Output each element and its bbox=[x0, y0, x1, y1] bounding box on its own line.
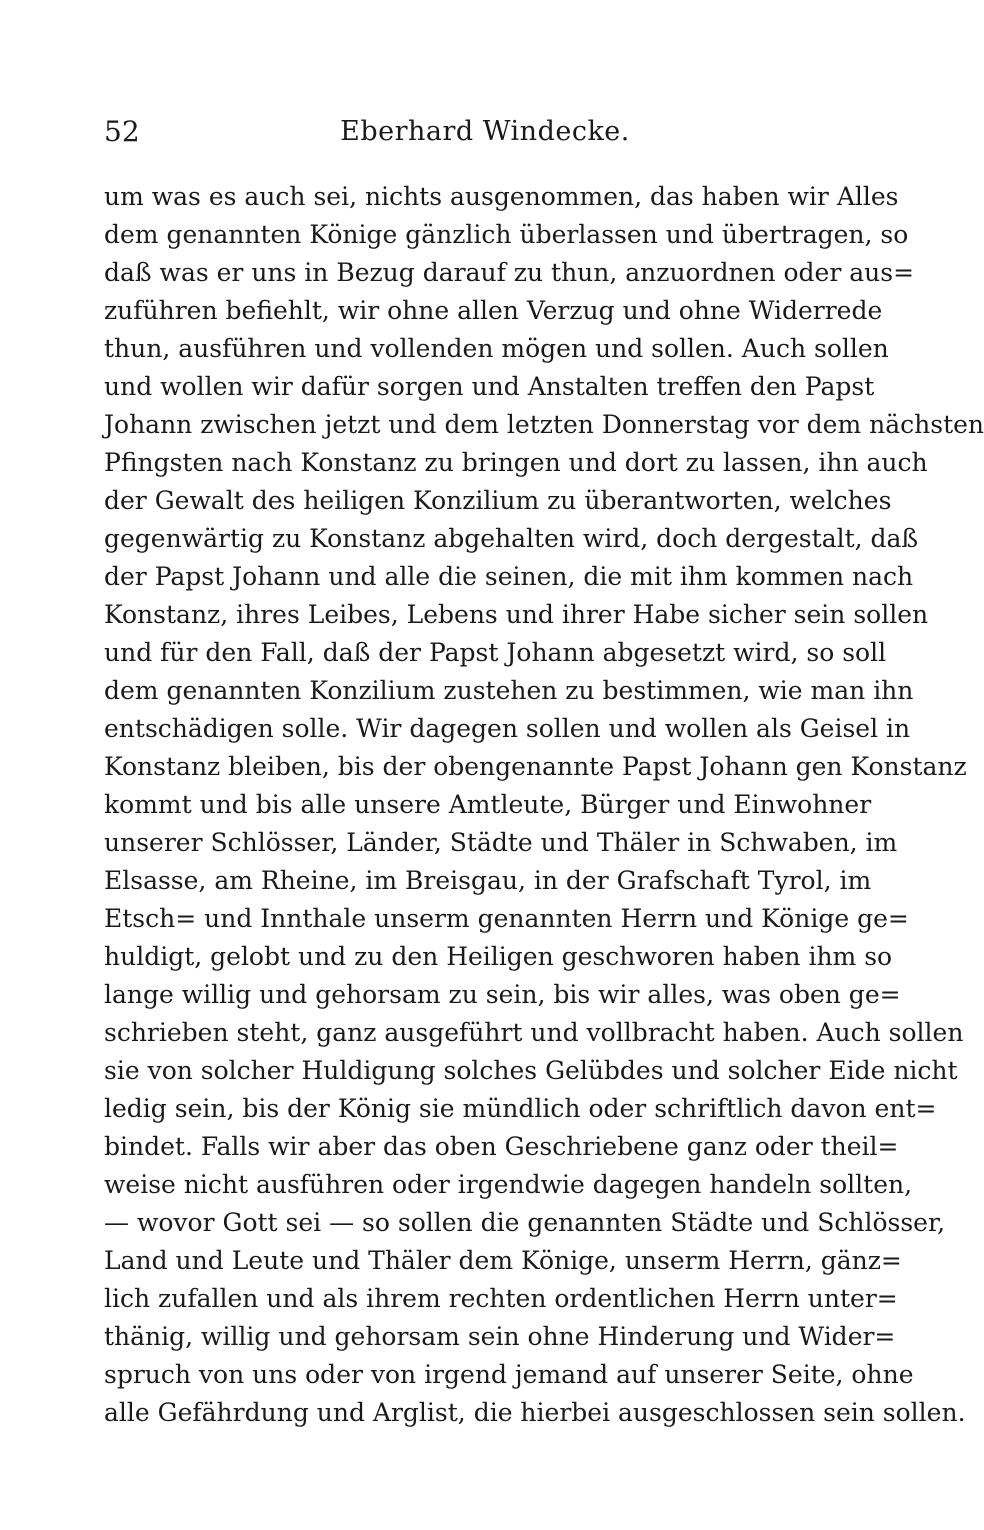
text-line: daß was er uns in Bezug darauf zu thun, anzuordnen oder aus= bbox=[104, 258, 915, 287]
text-line: entschädigen solle. Wir dagegen sollen und wollen als Geisel in bbox=[104, 714, 911, 743]
body-text bbox=[104, 178, 984, 1432]
text-line: huldigt, gelobt und zu den Heiligen geschworen haben ihm so bbox=[104, 942, 893, 971]
text-line: Konstanz bleiben, bis der obengenannte Papst Johann gen Konstanz bbox=[104, 752, 967, 781]
text-line: Etsch= und Innthale unserm genannten Herrn und Könige ge= bbox=[104, 904, 909, 933]
text-line: unserer Schlösser, Länder, Städte und Thäler in Schwaben, im bbox=[104, 828, 898, 857]
text-line: der Gewalt des heiligen Konzilium zu überantworten, welches bbox=[104, 486, 892, 515]
text-line: der Papst Johann und alle die seinen, die mit ihm kommen nach bbox=[104, 562, 914, 591]
text-line: Elsasse, am Rheine, im Breisgau, in der Grafschaft Tyrol, im bbox=[104, 866, 872, 895]
text-line: schrieben steht, ganz ausgeführt und vollbracht haben. Auch sollen bbox=[104, 1018, 964, 1047]
running-head bbox=[104, 112, 866, 152]
text-line: — wovor Gott sei — so sollen die genannten Städte und Schlösser, bbox=[104, 1208, 946, 1237]
text-line: ledig sein, bis der König sie mündlich oder schriftlich davon ent= bbox=[104, 1094, 937, 1123]
text-line: und wollen wir dafür sorgen und Anstalten treffen den Papst bbox=[104, 372, 875, 401]
text-line: Land und Leute und Thäler dem Könige, unserm Herrn, gänz= bbox=[104, 1246, 902, 1275]
text-line: Johann zwischen jetzt und dem letzten Donnerstag vor dem nächsten bbox=[104, 410, 984, 439]
text-line: Konstanz, ihres Leibes, Lebens und ihrer Habe sicher sein sollen bbox=[104, 600, 929, 629]
text-line: sie von solcher Huldigung solches Gelübdes und solcher Eide nicht bbox=[104, 1056, 958, 1085]
text-line: lich zufallen und als ihrem rechten ordentlichen Herrn unter= bbox=[104, 1284, 898, 1313]
page-number: 52 bbox=[104, 115, 140, 148]
text-line: bindet. Falls wir aber das oben Geschriebene ganz oder theil= bbox=[104, 1132, 899, 1161]
text-line: kommt und bis alle unsere Amtleute, Bürger und Einwohner bbox=[104, 790, 872, 819]
text-line: und für den Fall, daß der Papst Johann abgesetzt wird, so soll bbox=[104, 638, 887, 667]
text-line: um was es auch sei, nichts ausgenommen, das haben wir Alles bbox=[104, 182, 899, 211]
text-line: gegenwärtig zu Konstanz abgehalten wird, doch dergestalt, daß bbox=[104, 524, 919, 553]
text-line: thun, ausführen und vollenden mögen und sollen. Auch sollen bbox=[104, 334, 889, 363]
text-line: dem genannten Konzilium zustehen zu bestimmen, wie man ihn bbox=[104, 676, 914, 705]
text-line: spruch von uns oder von irgend jemand auf unserer Seite, ohne bbox=[104, 1360, 914, 1389]
text-line: Pfingsten nach Konstanz zu bringen und dort zu lassen, ihn auch bbox=[104, 448, 928, 477]
running-title: Eberhard Windecke. bbox=[340, 116, 630, 147]
text-line: thänig, willig und gehorsam sein ohne Hinderung und Wider= bbox=[104, 1322, 896, 1351]
text-line: dem genannten Könige gänzlich überlassen und übertragen, so bbox=[104, 220, 909, 249]
text-line: weise nicht ausführen oder irgendwie dagegen handeln sollten, bbox=[104, 1170, 913, 1199]
text-line: lange willig und gehorsam zu sein, bis wir alles, was oben ge= bbox=[104, 980, 901, 1009]
text-line: alle Gefährdung und Arglist, die hierbei ausgeschlossen sein sollen. bbox=[104, 1398, 966, 1427]
text-line: zuführen befiehlt, wir ohne allen Verzug und ohne Widerrede bbox=[104, 296, 883, 325]
